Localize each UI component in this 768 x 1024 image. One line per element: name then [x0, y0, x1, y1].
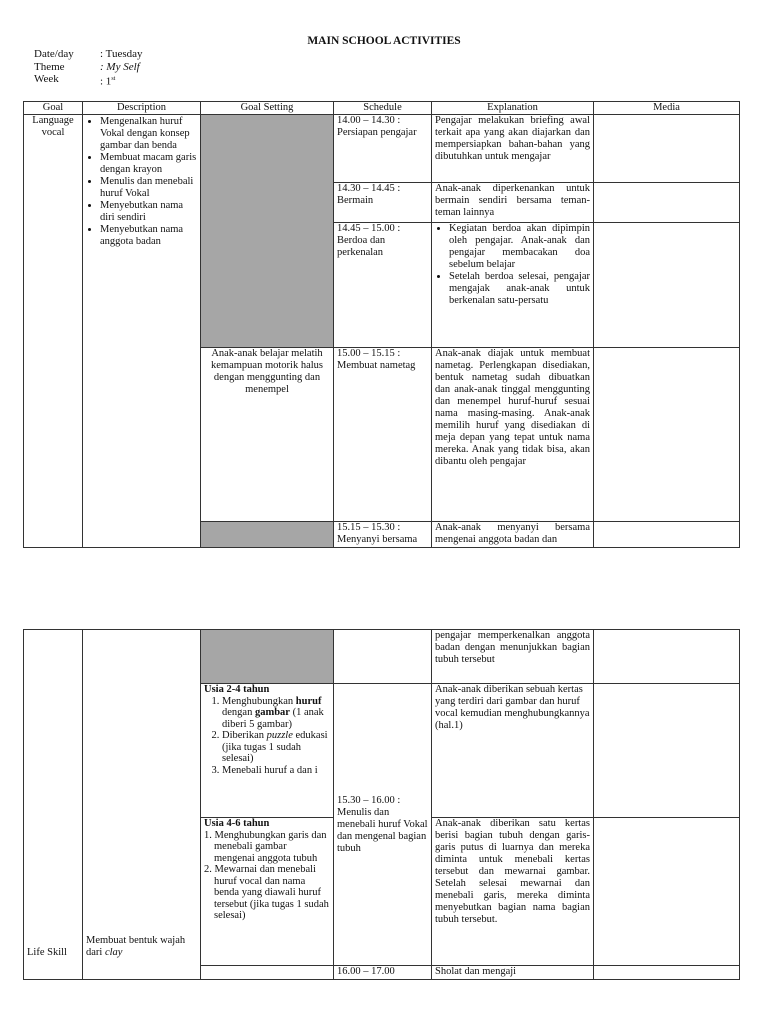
explanation-cell: Anak-anak menyanyi bersama mengenai anggota badan dan — [432, 522, 594, 548]
explanation-cell: Anak-anak diperkenankan untuk bermain sendiri bersama teman-teman lainnya — [432, 183, 594, 223]
goal-setting-cell: Anak-anak belajar melatih kemampuan motorik halus dengan menggunting dan menempel — [201, 348, 334, 522]
list-item: 3. Menebali huruf a dan i — [222, 765, 330, 777]
goal-setting-shaded — [201, 522, 334, 548]
col-header-explanation: Explanation — [432, 102, 594, 115]
media-cell — [594, 630, 740, 684]
explanation-cell: Anak-anak diberikan sebuah kertas yang terdiri dari gambar dan huruf vocal kemudian menghubungkannya (hal.1) — [432, 684, 594, 818]
list-item: • Menyebutkan nama diri sendiri — [100, 200, 197, 224]
schedule-cell: 15.15 – 15.30 : Menyanyi bersama — [334, 522, 432, 548]
media-cell — [594, 348, 740, 522]
week-label: Week — [34, 73, 59, 85]
day-value: : Tuesday — [100, 48, 143, 60]
header-row — [24, 102, 740, 115]
media-cell — [594, 818, 740, 966]
schedule-cell: 16.00 – 17.00 — [334, 966, 432, 980]
table-row — [24, 115, 740, 183]
list-item: • Membuat macam garis dengan krayon — [100, 152, 197, 176]
goal-setting-cell — [201, 684, 334, 818]
list-item: • Kegiatan berdoa akan dipimpin oleh pengajar. Anak-anak dan pengajar membacakan doa sebelum belajar — [449, 223, 590, 271]
explanation-cell: Anak-anak diajak untuk membuat nametag. Perlengkapan disediakan, bentuk nametag sudah dibuatkan dan anak-anak tinggal menggunting dan menempel huruf-huruf sesuai nama masing-masing. Anak-anak memilih huruf yang disediakan di meja depan yang tepat untuk nama mereka. Anak yang tidak bisa, akan dibantu oleh pengajar — [432, 348, 594, 522]
list-item: • Menyebutkan nama anggota badan — [100, 224, 197, 248]
col-header-description: Description — [83, 102, 201, 115]
explanation-cell: Sholat dan mengaji — [432, 966, 594, 980]
age-group-title: Usia 2-4 tahun — [204, 684, 270, 695]
week-sup: st — [111, 76, 116, 82]
table-row — [24, 630, 740, 684]
theme-value: : My Self — [100, 60, 140, 73]
explanation-cell: pengajar memperkenalkan anggota badan dengan menunjukkan bagian tubuh tersebut — [432, 630, 594, 684]
schedule-cell — [334, 630, 432, 684]
meta-block — [34, 48, 143, 88]
goal-setting-shaded — [201, 630, 334, 684]
activities-table-1 — [23, 101, 740, 548]
col-header-goal-setting: Goal Setting — [201, 102, 334, 115]
activities-table-2 — [23, 629, 740, 980]
list-item: • Mengenalkan huruf Vokal dengan konsep gambar dan benda — [100, 116, 197, 152]
media-cell — [594, 684, 740, 818]
explanation-cell — [432, 223, 594, 348]
schedule-cell: 14.45 – 15.00 : Berdoa dan perkenalan — [334, 223, 432, 348]
list-item: 2. Diberikan puzzle edukasi (jika tugas 1 sudah selesai) — [222, 730, 330, 765]
list-item: 2. Mewarnai dan menebali huruf vocal dan nama benda yang diawali huruf tersebut (jika tugas 1 sudah selesai) — [204, 864, 329, 921]
media-cell — [594, 115, 740, 183]
media-cell — [594, 966, 740, 980]
goal-cell: Life Skill — [24, 630, 83, 980]
goal-cell: Language vocal — [24, 115, 83, 548]
schedule-cell: 14.00 – 14.30 : Persiapan pengajar — [334, 115, 432, 183]
explanation-cell: Pengajar melakukan briefing awal terkait apa yang akan diajarkan dan mempersiapkan bahan-bahan yang dibutuhkan untuk mengajar — [432, 115, 594, 183]
description-cell — [83, 630, 201, 980]
day-label: Date/day — [34, 48, 74, 60]
page-title: MAIN SCHOOL ACTIVITIES — [307, 35, 461, 47]
list-item: 1. Menghubungkan huruf dengan gambar (1 anak diberi 5 gambar) — [222, 696, 330, 731]
col-header-schedule: Schedule — [334, 102, 432, 115]
media-cell — [594, 522, 740, 548]
col-header-media: Media — [594, 102, 740, 115]
age-group-title: Usia 4-6 tahun — [204, 818, 270, 829]
explanation-cell: Anak-anak diberikan satu kertas berisi bagian tubuh dengan garis-garis putus di luarnya dan mereka diminta untuk menebali kertas tersebut dan mewarnai gambar. Setelah selesai mewarnai dan menebali garis, mereka diminta menyebutkan bagian nama bagian tubuh tersebut. — [432, 818, 594, 966]
schedule-cell: 15.30 – 16.00 : Menulis dan menebali huruf Vokal dan mengenal bagian tubuh — [334, 684, 432, 966]
description-cell — [83, 115, 201, 548]
media-cell — [594, 183, 740, 223]
schedule-cell: 15.00 – 15.15 : Membuat nametag — [334, 348, 432, 522]
description-text: Membuat bentuk wajah dari — [86, 935, 186, 958]
goal-setting-shaded — [201, 115, 334, 348]
theme-label: Theme — [34, 60, 65, 73]
week-value: : 1 — [100, 75, 112, 88]
list-item: • Menulis dan menebali huruf Vokal — [100, 176, 197, 200]
list-item: 1. Menghubungkan garis dan menebali gambar mengenai anggota tubuh — [204, 829, 327, 864]
schedule-cell: 14.30 – 14.45 : Bermain — [334, 183, 432, 223]
goal-setting-cell — [201, 966, 334, 980]
list-item: • Setelah berdoa selesai, pengajar mengajak anak-anak untuk berkenalan satu-persatu — [449, 271, 590, 307]
description-em: clay — [104, 947, 123, 958]
media-cell — [594, 223, 740, 348]
col-header-goal: Goal — [24, 102, 83, 115]
goal-setting-cell — [201, 818, 334, 966]
